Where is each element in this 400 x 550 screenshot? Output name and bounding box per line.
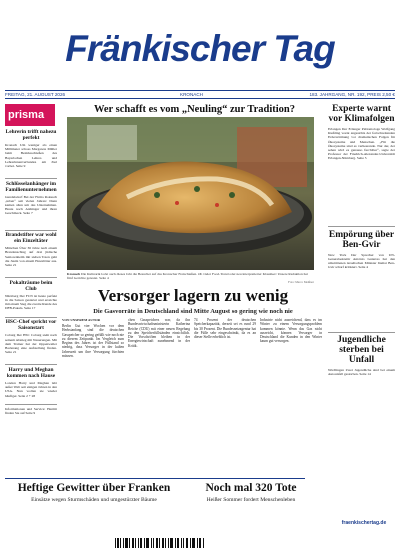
storm-text [5,505,183,537]
right-text-3: Nördlingen Zwei Jugendliche sind bei einem Autounfall gestorben. Seite 14 [328,368,395,377]
masthead [0,0,400,95]
newspaper-logo[interactable]: Fränkischer Tag [65,28,335,69]
meta-bar [5,90,395,99]
edition-name: KRONACH [180,92,203,97]
heat-text [186,505,326,537]
photo-headline[interactable]: Wer schafft es vom „Neuling“ zur Tradition? [93,104,296,115]
divider [5,317,57,318]
left-column [5,129,57,424]
website-link[interactable]: fraenkischertag.de [341,520,387,526]
lead-article [62,318,324,473]
left-text-6: London Harry und Meghan lebt außer Welt seit einigen Jahren in den USA. Nun wollen sie wieder häufiger. Seite 2 + 28 [5,380,57,398]
lead-photo[interactable] [67,117,314,270]
left-headline-3[interactable]: Brandstifter war wohl ein Einzeltäter [5,232,57,245]
heat-headline[interactable]: Noch mal 320 Tote [205,482,297,494]
divider [328,226,395,227]
divider [5,178,57,179]
right-text-2: New York Der Sprecher von UN-Generalsekretär António Guterres hat den umstrittenen israelischen Minister Itamar Ben-Gvir scharf kritisiert. Seite 4 [328,252,395,270]
left-text-2: Gundelsdorf Bei der Firma Rokusch „leben“ seit vielen Jahren: Dann kamen allen um das Unternehmen. Heute noch Anhänger und ihren Geschmack. Seite 7 [5,194,57,216]
left-headline-4[interactable]: Pokalträume beim Club [9,279,53,292]
left-headline-1[interactable]: Lehrerin trifft nahezu perfekt [5,129,57,141]
divider [5,230,57,231]
issue-volume: 183. JAHRGANG, NR. 192, PREIS 2,50 € [309,92,395,97]
issue-date: FREITAG, 21. AUGUST 2026 [5,92,66,97]
left-text-1: Kronach Um weniger als einen Millimeter schoss Margarete Müller beim Bezirksschießen des Bayerischen Lehrer- und Lehrerinnenverbandes am Ziel vorbei. Seite 9 [5,143,57,169]
lead-col-4: Industrie nicht ausreichend, dass es im Winter zu einem Versorgungsproblem kommen könnte. Wenn das Gas nicht ausreicht, können Versorger in Deutschland die Kunden in den Winter kaum gut versorgen. [260,318,322,344]
right-text-1: Erlangen Der Erlanger Paläontologe Wolfgang Kießling warnt angesichts der fortschreitenden Erderwärmung vor dramatischen Folgen für Ökosysteme und Menschen. „Für die Ökosysteme sind es verheerende. Nur der, der sehen wird es genauso furchtbar“, sagte der Professor der Friedrich-Alexander-Universität Erlangen-Nürnberg. Seite 5 [328,127,395,161]
prisma-logo[interactable]: prisma [5,104,55,126]
right-headline-3[interactable]: Jugendliche sterben bei Unfall [337,335,386,366]
divider [328,332,395,333]
food-photo-illustration [67,117,314,270]
service-note: Informationen und Service: Hermit finden Sie auf Seite 9 [5,406,57,415]
lead-headline[interactable]: Versorger lagern zu wenig [97,286,289,305]
left-text-3: München Über 36 Jahre nach einem Brandanschlag auf drei jüdische Seniorenheim mit sieben Toten geht die Justiz von einem Einzeltäter aus. Seite 21 [5,246,57,267]
lead-col-1: Berlin Gut vier Wochen vor dem Herbstanfang sind die deutschen Gasspeicher so gering gefüllt wie noch nie zu diesem Zeitpunkt. Im Vergleich zum Beginn des Jahres ist der Füllstand so niedrig, dass Versorger in der kalten Jahreszeit um ihre Versorgung fürchten müssen. [62,324,124,359]
barcode-icon [115,538,205,548]
caption-label: Kronach [67,272,81,276]
caption-text: Die Kulinarik lockt auch dieses Jahr die Besucher auf das Kronacher Freischießen. Ob vieler Food-Trend oder neu interpretierter Klassiker: Unsere Redaktion hat fünf Gerichte getestet. Seite 4 [67,272,308,281]
left-headline-2[interactable]: Schlüsselanhänger im Familienunternehmen [5,180,57,193]
right-column [328,104,395,430]
left-text-5: Coburg Der HSC Coburg steht nach seinem Abstieg mit Neuerungen. Mit dem Trainer hat der Oppenweiler Backnang eine Aufstellung finden. Seite 21 [5,333,57,355]
bottom-divider [5,478,305,479]
right-headline-2[interactable]: Empörung über Ben-Gvir [328,229,395,250]
storm-headline[interactable]: Heftige Gewitter über Franken [17,482,171,494]
divider [5,277,57,278]
heat-subheadline: Heißer Sommer fordert Menschenleben [206,497,296,503]
storm-subheadline: Einsätze wegen Sturmschäden und umgestürzter Bäume [31,497,157,503]
lead-byline: VON UNSEREM AUTOR [62,318,101,322]
lead-col-3: 74 Prozent der deutschen Speicherkapazität, derzeit sei es rund 29 bis 30 Prozent. Die Bundesnetzagentur hat die Fülle sehr eingeschränkt, da es an dieser Stelle erheblich ist. [194,318,256,340]
lead-subheadline: Die Gasvorräte in Deutschland sind Mitte August so gering wie noch nie [93,308,293,315]
photo-caption [67,272,314,285]
left-text-4: Nürnberg Der FCN ist heute perfekt in die Saison gestartet und erreichte mit einem Sieg die zweite Runde des DFB-Pokals. Seite 17 [5,293,57,311]
right-headline-1[interactable]: Experte warnt vor Klimafolgen [328,104,395,124]
left-headline-6[interactable]: Harry und Meghan kommen nach Hause [6,366,56,379]
divider [5,364,57,365]
photo-credit: Foto: Marco Meißner [288,280,314,285]
lead-col-2: chen Gasspeichers war, da ihn Bundeswirtschaftsministerin Katherina Reiche (CDU) mit einer neuen Regelung zu den Speicherfüllständen einsichtlich. Die Vorschriften bleiben in der Energiewirtschaft zunehmend in der Kritik. [128,318,190,348]
divider [5,404,57,405]
left-headline-5[interactable]: HSC-Chef spricht vor Saisonstart [5,319,57,332]
